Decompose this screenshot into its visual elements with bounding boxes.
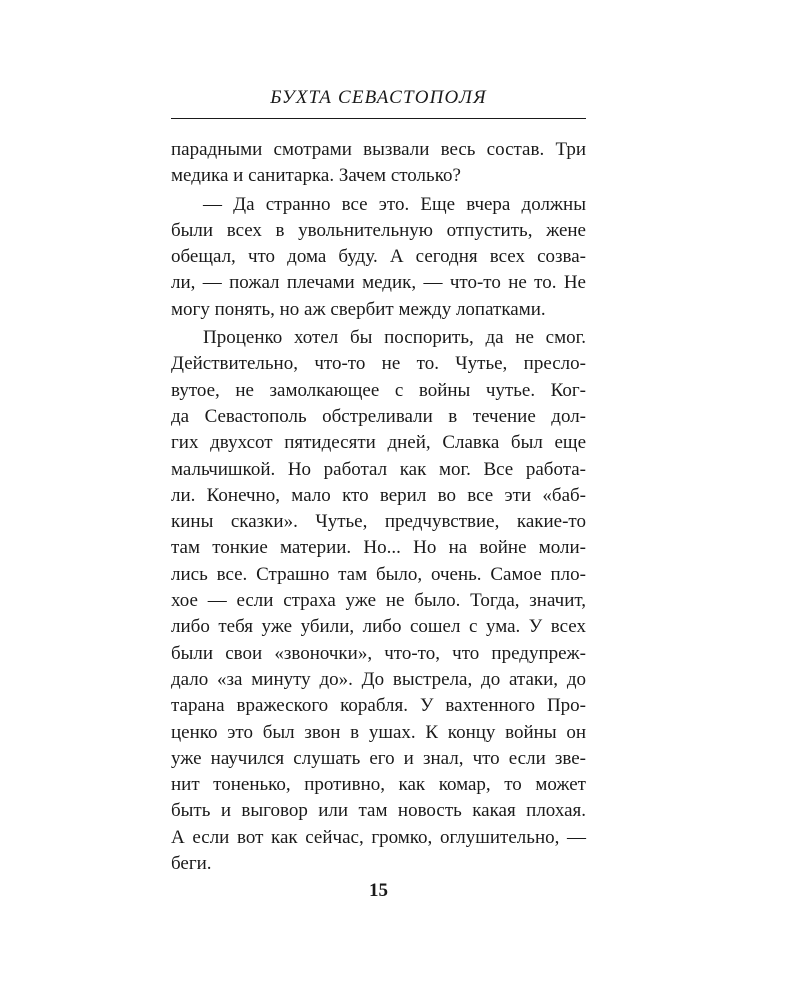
text-line: беги. [171,853,212,875]
text-line: парадными смотрами вызвали весь состав. Три [171,139,586,160]
text-line: тарана вражеского корабля. У вахтенного Про- [171,695,586,717]
text-line: — Да странно все это. Еще вчера должны [203,193,586,215]
text-line: ли, — пожал плечами медик, — что-то не то. Не [171,272,586,294]
paragraph [171,137,586,190]
text-line: были всех в увольнительную отпустить, жене [171,219,586,241]
text-line: хое — если страха уже не было. Тогда, значит, [171,590,586,612]
text-line: либо тебя уже убили, либо сошел с ума. У всех [171,616,586,638]
text-line: да Севастополь обстреливали в течение дол- [171,405,586,427]
paragraph [171,192,586,323]
text-line: быть и выговор или там новость какая плохая. [171,800,586,822]
text-line: там тонкие материи. Но... Но на войне моли- [171,537,586,559]
text-line: нит тоненько, противно, как комар, то может [171,774,586,796]
text-line: ли. Конечно, мало кто верил во все эти «баб- [171,484,586,506]
text-line: гих двухсот пятидесяти дней, Славка был еще [171,432,586,454]
text-line: вутое, не замолкающее с войны чутье. Ког- [171,379,586,401]
text-line: уже научился слушать его и знал, что если зве- [171,747,586,769]
text-line: Действительно, что-то не то. Чутье, пресло- [171,353,586,375]
text-line: ценко это был звон в ушах. К концу войны он [171,721,586,743]
text-line: могу понять, но аж свербит между лопатками. [171,298,546,320]
text-line: были свои «звоночки», что-то, что предупреж- [171,642,586,664]
running-header: БУХТА СЕВАСТОПОЛЯ [270,87,487,108]
paragraph [171,325,586,877]
text-line: кины сказки». Чутье, предчувствие, какие-то [171,511,586,533]
text-line: мальчишкой. Но работал как мог. Все работа- [171,458,586,480]
text-line: А если вот как сейчас, громко, оглушительно, — [171,826,586,848]
header-rule [171,118,586,119]
text-line: лись все. Страшно там было, очень. Самое пло- [171,563,586,585]
text-line: обещал, что дома буду. А сегодня всех созва- [171,246,586,268]
page-number: 15 [369,880,388,901]
text-line: Проценко хотел бы поспорить, да не смог. [203,327,586,349]
text-line: дало «за минуту до». До выстрела, до атаки, до [171,668,586,690]
text-line: медика и санитарка. Зачем столько? [171,165,461,187]
body-text [171,137,586,877]
